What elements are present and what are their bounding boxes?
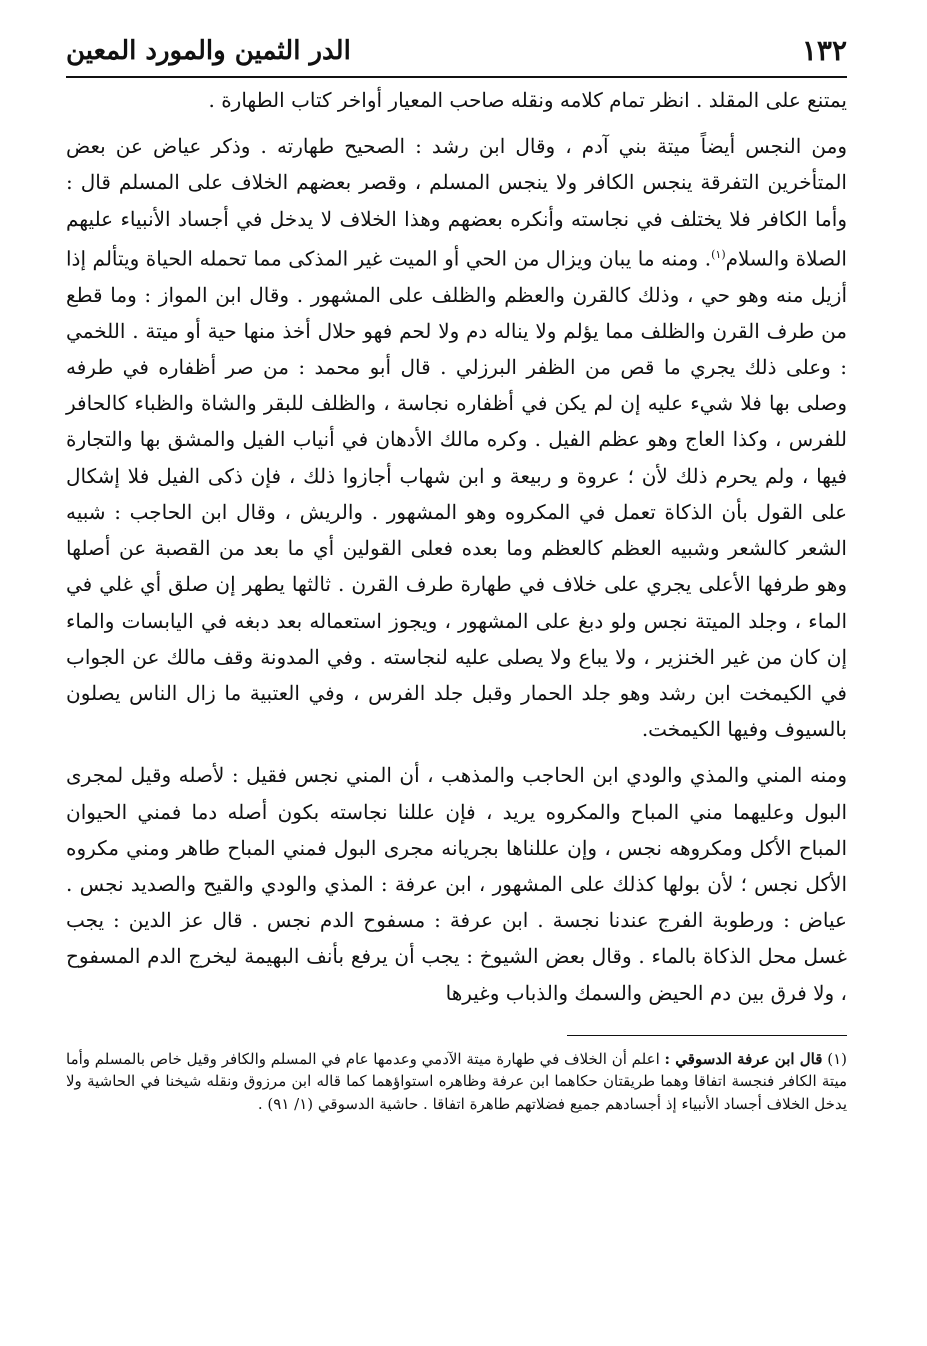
page-number: ١٣٢ <box>801 34 847 67</box>
running-header <box>66 28 847 78</box>
paragraph-3: ومنه المني والمذي والودي ابن الحاجب والمذهب ، أن المني نجس فقيل : لأصله وقيل لمجرى البول وعليهما مني المباح والمكروه يريد ، فإن عللنا نجاسته بكون أصله دما فمني الحيوان المباح الأكل ومكروهه نجس ، وإن عللناها بجريانه مجرى البول فمني المباح طاهر ومني مكروه الأكل نجس ؛ لأن بولها كذلك على المشهور ، ابن عرفة : المذي والودي والقيح والصديد نجس . عياض : ورطوبة الفرج عندنا نجسة . ابن عرفة : مسفوح الدم نجس . قال عز الدين : يجب غسل محل الذكاة بالماء . وقال بعض الشيوخ : يجب أن يرفع بأنف البهيمة ليخرج الدم المسفوح ، ولا فرق بين دم الحيض والسمك والذباب وغيرها <box>66 763 848 1005</box>
footnote-number: (١) <box>827 1049 847 1068</box>
paragraph-2 <box>66 128 847 747</box>
main-text <box>66 82 847 1011</box>
footnote-divider <box>567 1035 847 1036</box>
footnote-reference[interactable]: (١) <box>711 247 726 261</box>
footnote-title: قال ابن عرفة الدسوقي : <box>664 1049 823 1068</box>
paragraph-2-part-1: ومن النجس أيضاً ميتة بني آدم ، وقال ابن رشد : الصحيح طهارته . وذكر عياض عن بعض المتأخرين التفرقة ينجس الكافر ولا ينجس المسلم ، وقصر بعضهم الخلاف على المسلم قال : وأما الكافر فلا يختلف في نجاسته وأنكره بعضهم وهذا الخلاف لا يدخل في أجساد الأنبياء عليهم الصلاة والسلام <box>66 134 847 271</box>
book-title: الدر الثمين والمورد المعين <box>66 36 351 66</box>
footnote <box>66 1048 847 1116</box>
paragraph-2-part-2: . ومنه ما يبان ويزال من الحي أو الميت غير المذكى مما تحمله الحياة ويتألم إذا أزيل منه وهو حي ، وذلك كالقرن والعظم والظلف على المشهور . وقال ابن المواز : وما قطع من طرف القرن والظلف مما يؤلم ولا يناله دم ولا لحم فهو حلال أخذ منها حية أو ميتة . اللخمي : وعلى ذلك يجري ما قص من الظفر البرزلي . قال أبو محمد : من صر أظفاره في طرفه وصلى بها فلا شيء عليه إن لم يكن في أظفاره نجاسة ، والظلف للبقر والشاة والظباء كالحافر للفرس ، وكذا العاج وهو عظم الفيل . وكره مالك الأدهان في أنياب الفيل والمشق بها والتجارة فيها ، ولم يحرم ذلك لأن ؛ عروة و ربيعة و ابن شهاب أجازوا ذلك ، فإن ذكى الفيل فلا إشكال على القول بأن الذكاة تعمل في المكروه وهو المشهور . والريش ، وقال ابن الحاجب : شبيه الشعر كالشعر وشبيه العظم كالعظم وما بعده فعلى القولين أي ما بعد من القصبة عن أصلها وهو طرفها الأعلى يجري على خلاف في طهارة طرف القرن . ثالثها يطهر إن صلق أي غلي في الماء ، وجلد الميتة نجس ولو دبغ على المشهور ، ويجوز استعماله بعد دبغه في اليابسات والماء إن كان من غير الخنزير ، ولا يباع ولا يصلى عليه لنجاسته . وفي المدونة وقف مالك عن الجواب في الكيمخت ابن رشد وهو جلد الحمار وقبل جلد الفرس ، وفي العتبية ما زال الناس يصلون بالسيوف وفيها الكيمخت. <box>66 246 848 742</box>
paragraph-1: يمتنع على المقلد . انظر تمام كلامه ونقله صاحب المعيار أواخر كتاب الطهارة . <box>208 88 847 112</box>
footnote-text: اعلم أن الخلاف في طهارة ميتة الآدمي وعدمها عام في المسلم والكافر وقيل خاص بالمسلم وأما ميتة الكافر فنجسة اتفاقا وهما طريقتان حكاهما ابن عرفة وظاهره استواؤهما كما قاله ابن مرزوق ونقله شيخنا في الحاشية ولا يدخل الخلاف أجساد الأنبياء إذ أجسادهم جميع فضلاتهم طاهرة اتفاقا . حاشية الدسوقي (١/ ٩١) . <box>66 1049 847 1113</box>
